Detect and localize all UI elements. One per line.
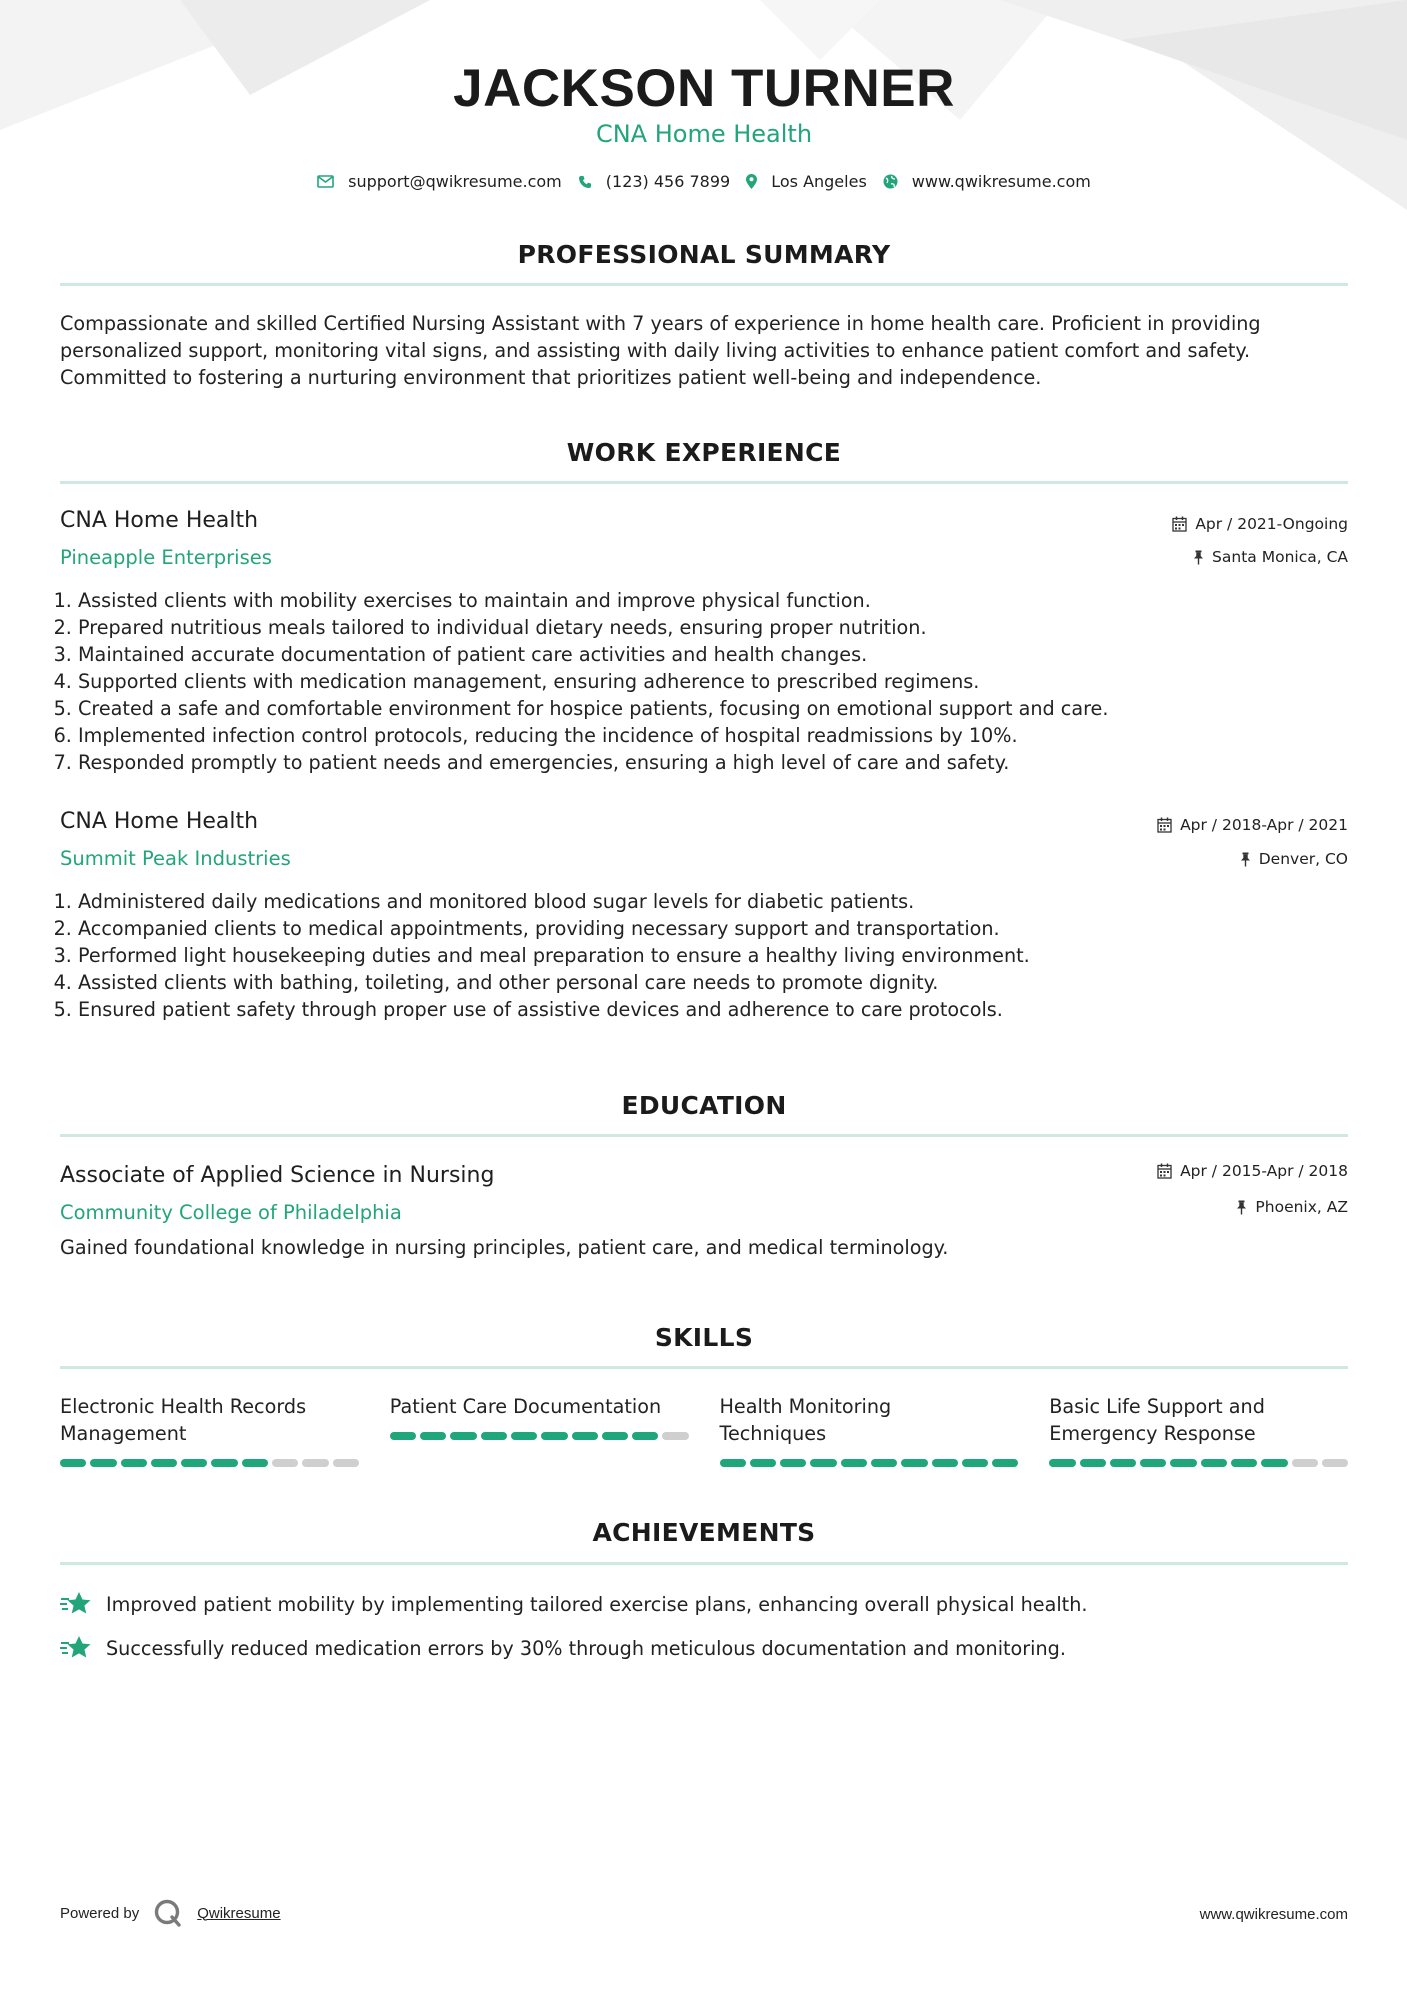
summary-line: personalized support, monitoring vital signs, and assisting with daily living activities to enhance patient comfort and safety. xyxy=(60,339,1251,362)
job-title: CNA Home Health xyxy=(60,809,259,834)
achievement-item xyxy=(60,1590,1087,1618)
section-title-summary: PROFESSIONAL SUMMARY xyxy=(517,240,891,269)
skill-name-line: Management xyxy=(60,1422,187,1445)
education-location-text: Phoenix, AZ xyxy=(1255,1198,1348,1216)
skill-level-segment-filled xyxy=(211,1459,237,1467)
skill-level-segment-filled xyxy=(1170,1459,1196,1467)
list-item: 2. Prepared nutritious meals tailored to individual dietary needs, ensuring proper nutrition. xyxy=(78,614,1366,641)
skill-item xyxy=(390,1393,689,1473)
list-item: 1. Administered daily medications and monitored blood sugar levels for diabetic patients. xyxy=(78,888,1366,915)
skill-level-segment-empty xyxy=(1292,1459,1318,1467)
skill-level-segment-filled xyxy=(481,1432,507,1440)
contact-bar xyxy=(60,172,1348,191)
phone-icon xyxy=(578,175,592,189)
contact-website[interactable] xyxy=(883,172,1091,191)
skill-item xyxy=(60,1393,359,1473)
section-title-education: EDUCATION xyxy=(621,1091,787,1120)
skill-level-segment-filled xyxy=(602,1432,628,1440)
star-icon xyxy=(60,1590,92,1618)
calendar-icon xyxy=(1157,817,1172,833)
job-location-text: Denver, CO xyxy=(1258,850,1348,868)
list-item: 3. Performed light housekeeping duties and meal preparation to ensure a healthy living environment. xyxy=(78,942,1366,969)
list-item: 5. Created a safe and comfortable environment for hospice patients, focusing on emotional support and care. xyxy=(78,695,1366,722)
list-item: 1. Assisted clients with mobility exercises to maintain and improve physical function. xyxy=(78,587,1366,614)
skills-grid xyxy=(60,1393,1348,1473)
envelope-icon xyxy=(317,175,334,188)
summary-line: Committed to fostering a nurturing environment that prioritizes patient well-being and independence. xyxy=(60,366,1042,389)
job-bullet-list xyxy=(60,587,1366,776)
list-item: 4. Assisted clients with bathing, toileting, and other personal care needs to promote dignity. xyxy=(78,969,1366,996)
section-title-achievements: ACHIEVEMENTS xyxy=(592,1518,816,1547)
skill-level-segment-filled xyxy=(60,1459,86,1467)
skill-level-segment-filled xyxy=(181,1459,207,1467)
candidate-name: JACKSON TURNER xyxy=(453,59,955,118)
job-location xyxy=(1193,548,1348,566)
list-item: 6. Implemented infection control protocols, reducing the incidence of hospital readmissions by 10%. xyxy=(78,722,1366,749)
email-text: support@qwikresume.com xyxy=(348,172,562,191)
job-location xyxy=(1240,850,1348,868)
skill-level-segment-filled xyxy=(962,1459,988,1467)
job-title: CNA Home Health xyxy=(60,508,259,533)
skill-name xyxy=(1049,1393,1348,1447)
job-location-text: Santa Monica, CA xyxy=(1212,548,1348,566)
calendar-icon xyxy=(1172,516,1187,532)
skill-level-segment-filled xyxy=(780,1459,806,1467)
skill-name xyxy=(390,1393,689,1420)
skill-level-segment-filled xyxy=(541,1432,567,1440)
contact-location xyxy=(746,172,867,191)
footer-powered-by xyxy=(60,1898,281,1928)
skill-level-segment-filled xyxy=(1231,1459,1257,1467)
skill-name xyxy=(60,1393,359,1447)
list-item: 5. Ensured patient safety through proper use of assistive devices and adherence to care protocols. xyxy=(78,996,1366,1023)
calendar-icon xyxy=(1157,1163,1172,1179)
company-name: Summit Peak Industries xyxy=(60,847,291,870)
section-divider xyxy=(60,1366,1348,1369)
skill-level-bar xyxy=(60,1459,359,1467)
section-divider xyxy=(60,1562,1348,1565)
job-dates xyxy=(1172,515,1348,533)
skill-level-segment-filled xyxy=(720,1459,746,1467)
skill-level-segment-empty xyxy=(302,1459,328,1467)
list-item: 4. Supported clients with medication management, ensuring adherence to prescribed regimens. xyxy=(78,668,1366,695)
skill-name-line: Techniques xyxy=(719,1422,827,1445)
candidate-title: CNA Home Health xyxy=(595,120,813,148)
map-pin-icon xyxy=(746,174,757,189)
achievement-text: Improved patient mobility by implementing tailored exercise plans, enhancing overall physical health. xyxy=(106,1592,1088,1616)
pushpin-icon xyxy=(1193,550,1204,565)
school-name: Community College of Philadelphia xyxy=(60,1201,402,1224)
skill-level-segment-filled xyxy=(1140,1459,1166,1467)
degree-title: Associate of Applied Science in Nursing xyxy=(60,1163,495,1188)
job-bullet-list xyxy=(60,888,1366,1023)
star-icon xyxy=(60,1634,92,1662)
education-dates xyxy=(1157,1162,1348,1180)
phone-text: (123) 456 7899 xyxy=(605,172,731,191)
skill-level-segment-filled xyxy=(151,1459,177,1467)
contact-phone[interactable] xyxy=(578,172,730,191)
skill-level-segment-filled xyxy=(450,1432,476,1440)
skill-name-line: Health Monitoring xyxy=(719,1395,892,1418)
skill-level-segment-filled xyxy=(1049,1459,1075,1467)
job-dates xyxy=(1157,816,1348,834)
skill-level-segment-filled xyxy=(932,1459,958,1467)
contact-email[interactable] xyxy=(317,172,562,191)
skill-level-segment-filled xyxy=(511,1432,537,1440)
skill-level-segment-filled xyxy=(750,1459,776,1467)
skill-level-segment-filled xyxy=(810,1459,836,1467)
pushpin-icon xyxy=(1236,1200,1247,1215)
skill-item xyxy=(1049,1393,1348,1473)
skill-level-bar xyxy=(1049,1459,1348,1467)
list-item: 3. Maintained accurate documentation of patient care activities and health changes. xyxy=(78,641,1366,668)
skill-level-segment-filled xyxy=(572,1432,598,1440)
company-name: Pineapple Enterprises xyxy=(60,546,272,569)
skill-item xyxy=(720,1393,1019,1473)
job-dates-text: Apr / 2018-Apr / 2021 xyxy=(1180,816,1348,834)
skill-level-segment-filled xyxy=(992,1459,1018,1467)
globe-icon xyxy=(883,174,898,189)
skill-level-segment-filled xyxy=(420,1432,446,1440)
skill-level-segment-empty xyxy=(1322,1459,1348,1467)
section-divider xyxy=(60,481,1348,484)
education-description: Gained foundational knowledge in nursing principles, patient care, and medical terminology. xyxy=(60,1236,949,1259)
section-title-skills: SKILLS xyxy=(654,1323,754,1352)
section-divider xyxy=(60,1134,1348,1137)
qwikresume-link[interactable]: Qwikresume xyxy=(197,1904,281,1922)
job-dates-text: Apr / 2021-Ongoing xyxy=(1195,515,1348,533)
skill-level-segment-filled xyxy=(632,1432,658,1440)
skill-level-segment-filled xyxy=(121,1459,147,1467)
section-title-experience: WORK EXPERIENCE xyxy=(566,438,842,467)
footer-url[interactable]: www.qwikresume.com xyxy=(1199,1906,1348,1923)
skill-level-segment-filled xyxy=(901,1459,927,1467)
skill-level-segment-filled xyxy=(1080,1459,1106,1467)
skill-level-bar xyxy=(390,1432,689,1440)
skill-level-bar xyxy=(720,1459,1019,1467)
list-item: 7. Responded promptly to patient needs and emergencies, ensuring a high level of care and safety. xyxy=(78,749,1366,776)
section-divider xyxy=(60,283,1348,286)
website-text: www.qwikresume.com xyxy=(911,172,1091,191)
skill-level-segment-filled xyxy=(242,1459,268,1467)
location-text: Los Angeles xyxy=(771,172,867,191)
education-location xyxy=(1236,1198,1348,1216)
achievement-item xyxy=(60,1634,1066,1662)
skill-name-line: Basic Life Support and xyxy=(1049,1395,1265,1418)
education-dates-text: Apr / 2015-Apr / 2018 xyxy=(1180,1162,1348,1180)
achievement-text: Successfully reduced medication errors by 30% through meticulous documentation and monitoring. xyxy=(106,1636,1066,1660)
skill-name-line: Electronic Health Records xyxy=(60,1395,307,1418)
skill-name xyxy=(720,1393,1019,1447)
skill-level-segment-filled xyxy=(390,1432,416,1440)
summary-text xyxy=(60,310,1348,391)
skill-level-segment-filled xyxy=(1110,1459,1136,1467)
summary-line: Compassionate and skilled Certified Nursing Assistant with 7 years of experience in home health care. Proficient in providing xyxy=(60,312,1261,335)
pushpin-icon xyxy=(1240,852,1251,867)
skill-level-segment-filled xyxy=(90,1459,116,1467)
skill-level-segment-filled xyxy=(1201,1459,1227,1467)
powered-by-label: Powered by xyxy=(60,1904,140,1922)
skill-level-segment-empty xyxy=(272,1459,298,1467)
skill-level-segment-empty xyxy=(662,1432,688,1440)
skill-level-segment-empty xyxy=(333,1459,359,1467)
skill-level-segment-filled xyxy=(1261,1459,1287,1467)
list-item: 2. Accompanied clients to medical appointments, providing necessary support and transportation. xyxy=(78,915,1366,942)
qwikresume-logo-icon xyxy=(153,1898,183,1928)
skill-name-line: Emergency Response xyxy=(1049,1422,1256,1445)
skill-name-line: Patient Care Documentation xyxy=(389,1395,662,1418)
skill-level-segment-filled xyxy=(871,1459,897,1467)
skill-level-segment-filled xyxy=(841,1459,867,1467)
